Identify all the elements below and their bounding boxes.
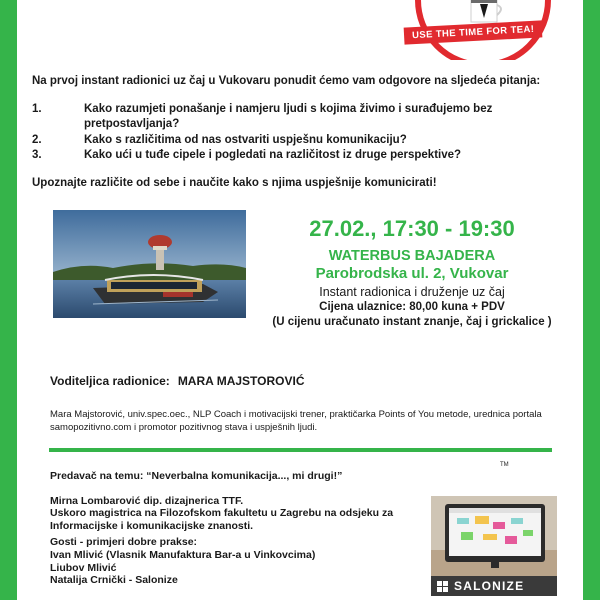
leader-heading	[50, 374, 305, 388]
guests-heading: Gosti - primjeri dobre prakse:	[50, 536, 198, 549]
event-details	[262, 215, 562, 330]
question-text: Kako ući u tuđe cipele i pogledati na različitost iz druge perspektive?	[84, 149, 462, 161]
salonize-name: SALONIZE	[454, 579, 525, 593]
question-number: 3.	[32, 149, 42, 161]
event-price: Cijena ulaznice: 80,00 kuna + PDV	[319, 301, 505, 313]
leader-label: Voditeljica radionice:	[50, 374, 170, 388]
event-price-note: (U cijenu uračunato instant znanje, čaj i grickalice )	[272, 316, 552, 328]
speaker-credentials: Mirna Lombarović dip. dizajnerica TTF.	[50, 494, 244, 507]
question-list	[32, 102, 572, 164]
left-green-border	[0, 0, 17, 600]
question-text: Kako razumjeti ponašanje i namjeru ljudi s kojima živimo i surađujemo bez pretpostavljanja?	[84, 102, 493, 130]
intro-section	[32, 74, 572, 191]
question-number: 2.	[32, 133, 42, 146]
guest-item: Ivan Mlivić (Vlasnik Manufaktura Bar-a u Vinkovcima)	[50, 548, 316, 561]
tea-stamp-badge: USE THE TIME FOR TEA!	[404, 20, 543, 44]
event-datetime: 27.02., 17:30 - 19:30	[309, 216, 515, 241]
question-text: Kako s različitima od nas ostvariti uspješnu komunikaciju?	[84, 133, 407, 146]
question-item	[32, 102, 572, 133]
question-item	[32, 133, 572, 149]
question-item	[32, 148, 572, 164]
leader-name: MARA MAJSTOROVIĆ	[177, 374, 305, 388]
guest-item: Natalija Crnički - Salonize	[50, 574, 178, 587]
intro-lead: Na prvoj instant radionici uz čaj u Vukovaru ponudit ćemo vam odgovore na sljedeća pitanja:	[32, 75, 541, 87]
speaker-studies: Uskoro magistrica na Filozofskom fakultetu u Zagrebu na odsjeku za Informacijske i komunikacijske znanosti.	[50, 507, 394, 532]
event-address: Parobrodska ul. 2, Vukovar	[315, 265, 509, 282]
event-venue: WATERBUS BAJADERA	[328, 248, 496, 264]
lecture-section	[50, 470, 430, 587]
salonize-logo-bar	[431, 576, 557, 596]
salonize-screen-image	[431, 496, 557, 576]
leader-bio: Mara Majstorović, univ.spec.oec., NLP Coach i motivacijski trener, praktičarka Points of You metode, urednica portala samopozitivno.com i promotor pozitivnog stava i uspješnih ljudi.	[50, 409, 542, 433]
waterbus-photo	[53, 210, 246, 318]
trademark-mark: TM	[500, 462, 509, 468]
section-divider	[49, 448, 552, 452]
lecture-topic: Predavač na temu: “Neverbalna komunikacija..., mi drugi!”	[50, 470, 343, 482]
question-number: 1.	[32, 102, 42, 115]
event-description: Instant radionica i druženje uz čaj	[319, 285, 505, 299]
right-green-border	[583, 0, 600, 600]
salonize-sponsor	[431, 496, 557, 596]
guest-item: Liubov Mlivić	[50, 561, 117, 574]
intro-closing: Upoznajte različite od sebe i naučite kako s njima uspješnije komunicirati!	[32, 176, 437, 189]
salonize-logo-icon	[437, 581, 448, 592]
